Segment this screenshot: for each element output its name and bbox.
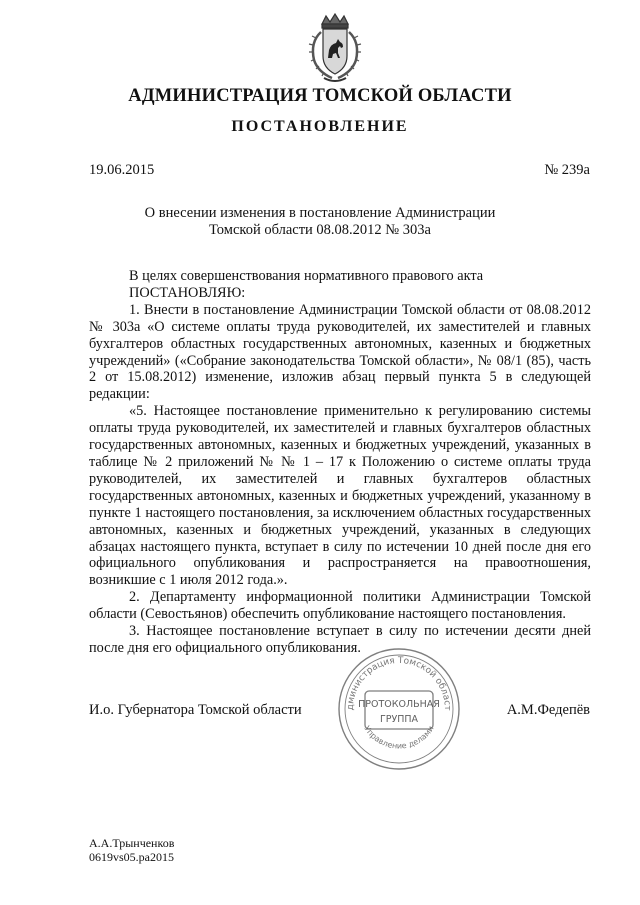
- subject-line-2: Томской области 08.08.2012 № 303а: [209, 222, 431, 238]
- stamp-line-2: ГРУППА: [379, 714, 419, 725]
- signer-role: И.о. Губернатора Томской области: [89, 702, 302, 718]
- author-block: [89, 836, 174, 864]
- author-name: А.А.Трынченков: [89, 836, 175, 850]
- paragraph-quote: «5. Настоящее постановление применительно к регулированию системы оплаты труда руководителей, их заместителей и главных бухгалтеров областных государственных автономных, казенных и бюджетных учреждений, указанных в таблице № 2 приложений № № 1 – 17 к Положению о системе оплаты труда руководителей, их заместителей и главных бухгалтеров областных государственных автономных, казенных и бюджетных учреждений, указанному в пункте 1 настоящего постановления, за исключением областных государственных автономных, казенных и бюджетных учреждений, указанных в следующих абзацах настоящего пункта, вступает в силу по истечении 10 дней после дня его официального опубликования и распространяется на правоотношения, возникшие с 1 июля 2012 года.».: [89, 403, 591, 589]
- paragraph-item-3: 3. Настоящее постановление вступает в силу по истечении десяти дней после дня его официального опубликования.: [89, 623, 591, 656]
- document-date: 19.06.2015: [89, 162, 155, 178]
- subject-line-1: О внесении изменения в постановление Администрации: [144, 205, 496, 221]
- signer-name: А.М.Федепёв: [506, 702, 590, 718]
- paragraph-item-1: 1. Внести в постановление Администрации Томской области от 08.08.2012 № 303а «О системе оплаты труда руководителей, их заместителей и главных бухгалтеров областных государственных автономных, казенных и бюджетных учреждений» («Собрание законодательства Томской области», № 08/1 (85), часть 2 от 15.08.2012) изменение, изложив абзац первый пункта 5 в следующей редакции:: [89, 301, 591, 403]
- intro-paragraph: В целях совершенствования нормативного правового акта: [129, 268, 484, 284]
- stamp-line-1: ПРОТОКОЛЬНАЯ: [358, 699, 440, 710]
- paragraph-item-2: 2. Департаменту информационной политики Администрации Томской области (Севостьянов) обеспечить опубликование настоящего постановления.: [89, 589, 591, 623]
- document-body: [89, 268, 591, 657]
- tomsk-region-coat-of-arms-icon: [298, 12, 372, 86]
- document-subject: [0, 205, 640, 239]
- stamp-outer-text: дминистрация Томской област: [345, 655, 453, 711]
- svg-text:Управление делами: [362, 724, 435, 750]
- official-stamp: [335, 645, 463, 773]
- stamp-bottom-text: Управление делами: [362, 724, 436, 751]
- document-code: 0619vs05.pa2015: [89, 850, 174, 864]
- resolve-heading: ПОСТАНОВЛЯЮ:: [129, 284, 246, 301]
- document-number: № 239а: [544, 162, 590, 178]
- organization-title: АДМИНИСТРАЦИЯ ТОМСКОЙ ОБЛАСТИ: [128, 86, 512, 106]
- document-type: ПОСТАНОВЛЕНИЕ: [231, 118, 409, 135]
